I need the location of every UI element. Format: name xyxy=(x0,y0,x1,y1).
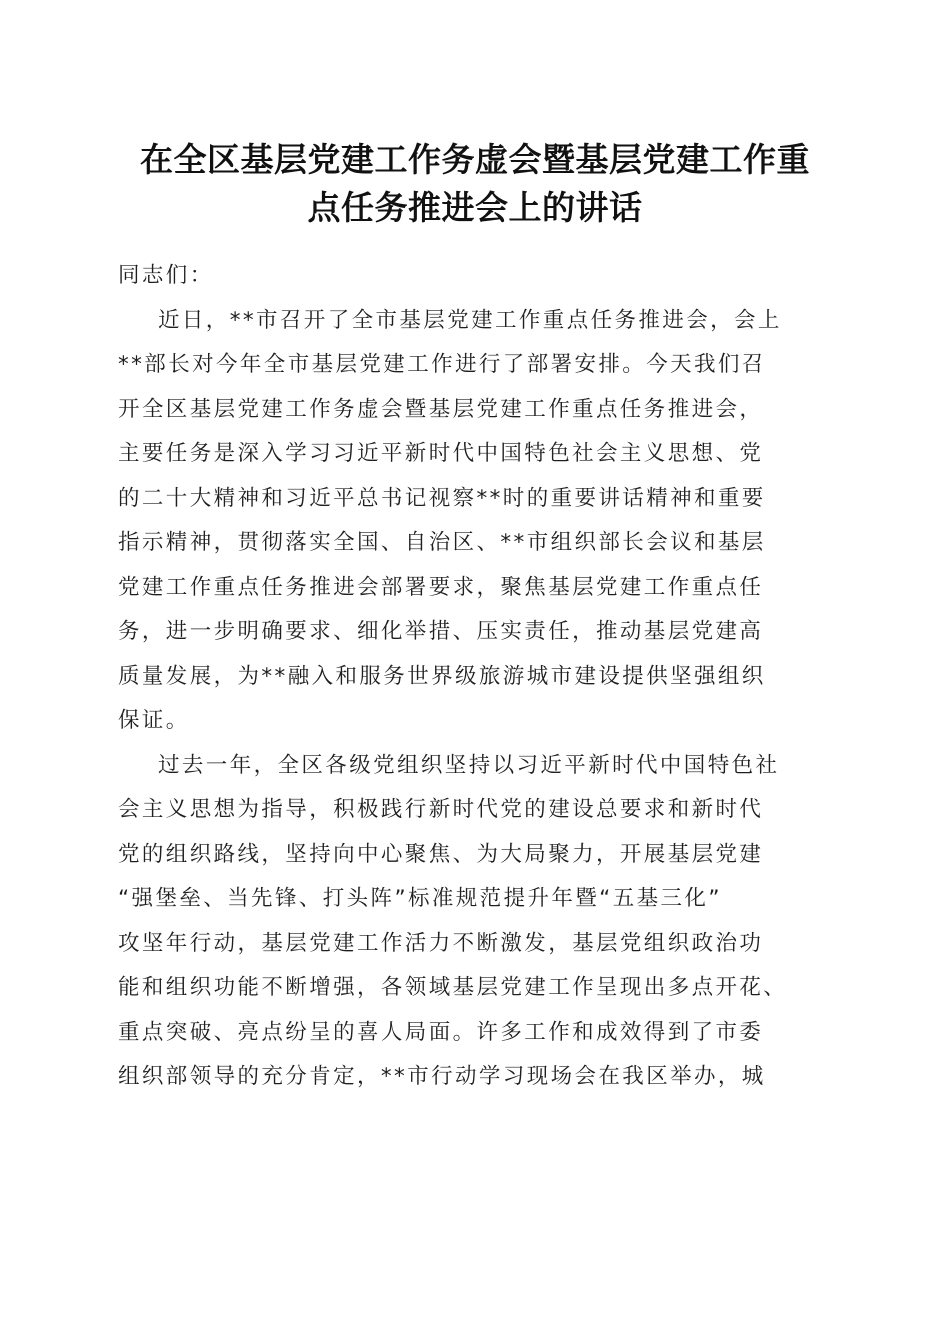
paragraph-line: “强堡垒、当先锋、打头阵”标准规范提升年暨“五基三化” xyxy=(118,886,722,911)
paragraph-line: 的二十大精神和习近平总书记视察**时的重要讲话精神和重要 xyxy=(118,485,766,511)
paragraph-1 xyxy=(118,299,848,744)
paragraph-line: 开全区基层党建工作务虚会暨基层党建工作重点任务推进会， xyxy=(118,396,764,422)
paragraph-line: 过去一年，全区各级党组织坚持以习近平新时代中国特色社 xyxy=(158,752,780,778)
paragraph-line: 务，进一步明确要求、细化举措、压实责任，推动基层党建高 xyxy=(118,619,764,644)
paragraph-line: 保证。 xyxy=(118,708,190,733)
paragraph-line: 攻坚年行动，基层党建工作活力不断激发，基层党组织政治功 xyxy=(118,930,764,956)
document-title xyxy=(110,136,840,232)
paragraph-line: **部长对今年全市基层党建工作进行了部署安排。今天我们召 xyxy=(118,352,766,377)
document-body xyxy=(118,254,848,1100)
title-line-1: 在全区基层党建工作务虚会暨基层党建工作重 xyxy=(140,140,810,179)
paragraph-2 xyxy=(118,744,848,1100)
paragraph-line: 质量发展，为**融入和服务世界级旅游城市建设提供坚强组织 xyxy=(118,663,766,689)
salutation: 同志们： xyxy=(118,263,214,288)
paragraph-line: 主要任务是深入学习习近平新时代中国特色社会主义思想、党 xyxy=(118,441,764,466)
paragraph-line: 近日，**市召开了全市基层党建工作重点任务推进会，会上 xyxy=(158,307,782,333)
paragraph-line: 指示精神，贯彻落实全国、自治区、**市组织部长会议和基层 xyxy=(118,530,766,555)
paragraph-line: 组织部领导的充分肯定，**市行动学习现场会在我区举办，城 xyxy=(118,1064,766,1089)
title-line-2: 点任务推进会上的讲话 xyxy=(307,188,643,227)
paragraph-line: 会主义思想为指导，积极践行新时代党的建设总要求和新时代 xyxy=(118,797,764,822)
paragraph-line: 能和组织功能不断增强，各领域基层党建工作呈现出多点开花、 xyxy=(118,975,788,1000)
paragraph-line: 重点突破、亮点纷呈的喜人局面。许多工作和成效得到了市委 xyxy=(118,1019,764,1045)
paragraph-line: 党建工作重点任务推进会部署要求，聚焦基层党建工作重点任 xyxy=(118,574,764,600)
paragraph-line: 党的组织路线，坚持向中心聚焦、为大局聚力，开展基层党建 xyxy=(118,841,764,867)
